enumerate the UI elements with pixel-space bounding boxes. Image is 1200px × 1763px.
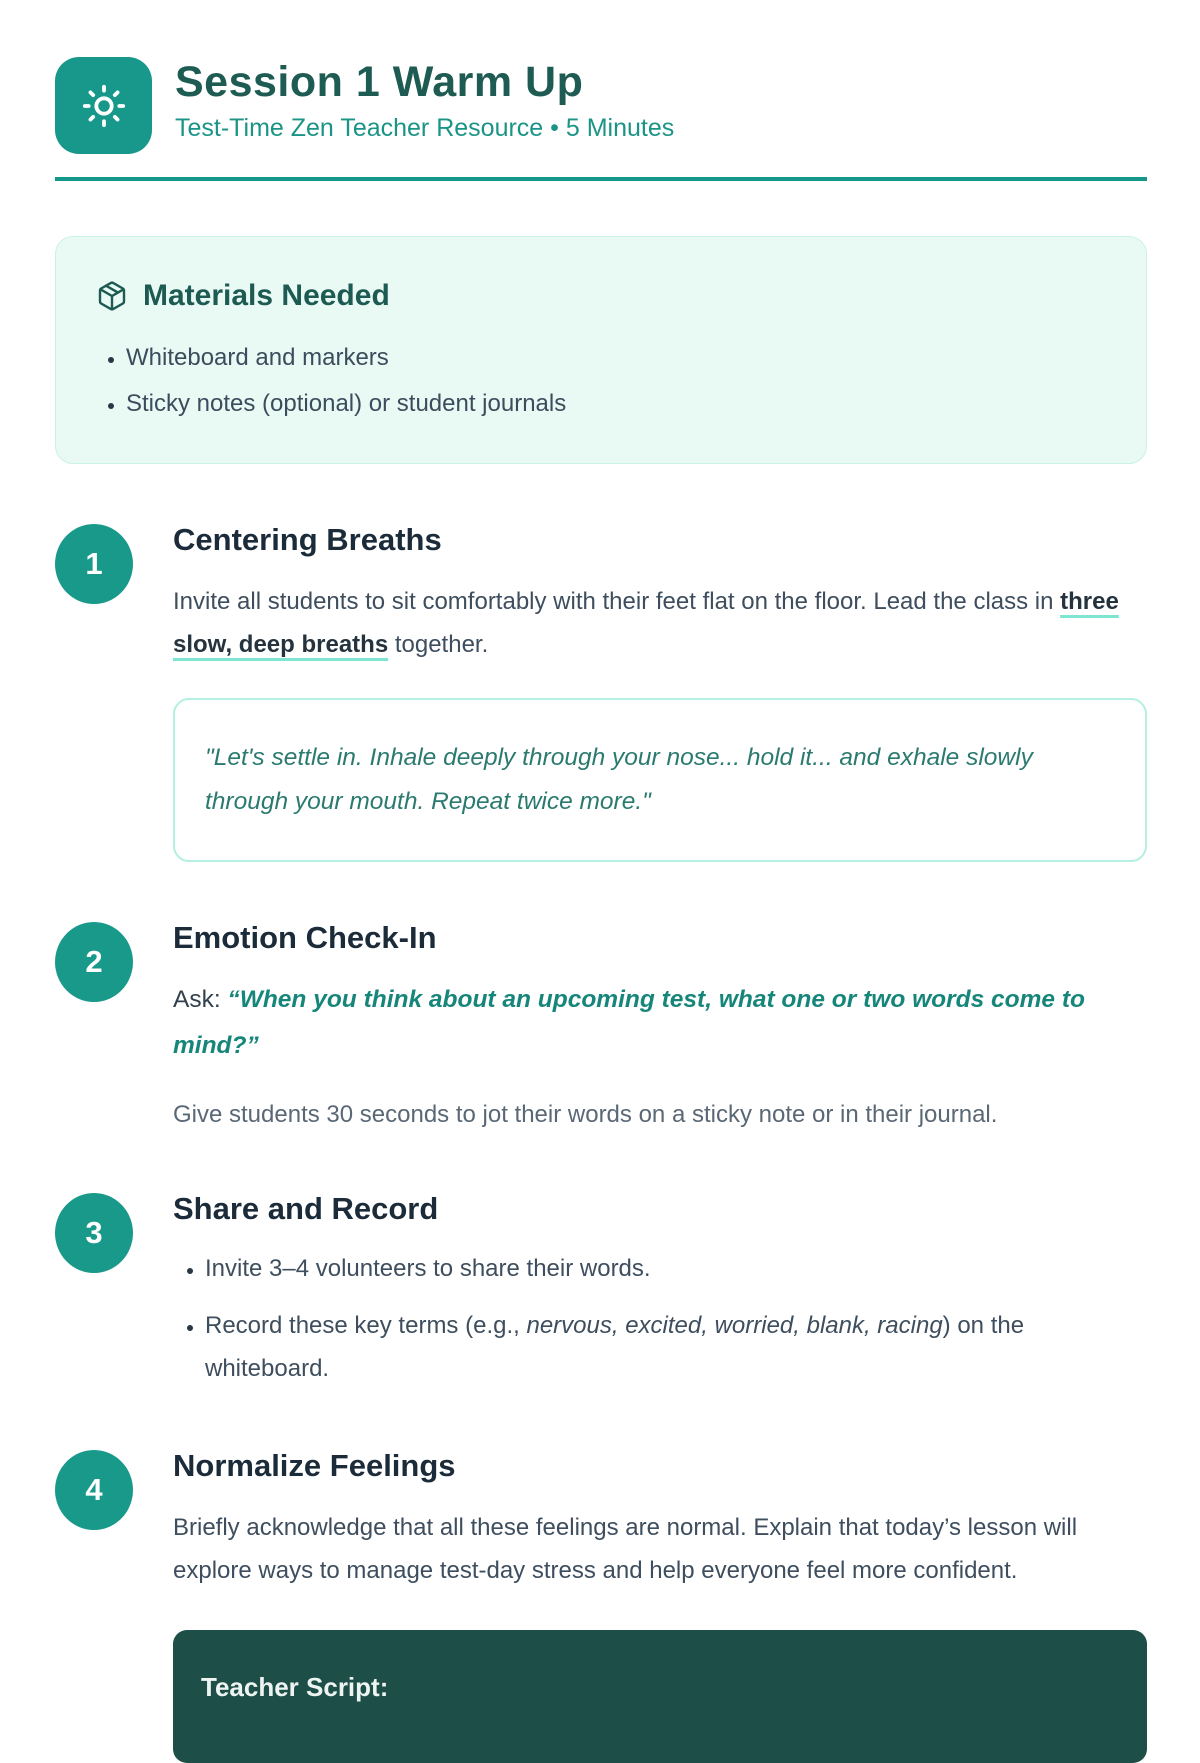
step-3-title: Share and Record <box>173 1191 439 1227</box>
list-item: • Invite 3–4 volunteers to share their words. <box>205 1247 1147 1290</box>
header-divider <box>55 177 1147 181</box>
step-1-content <box>173 522 1147 862</box>
teacher-script-box <box>173 1630 1147 1763</box>
step-3-content <box>173 1191 1147 1390</box>
step-2 <box>55 920 1147 1134</box>
step-4-content <box>173 1448 1147 1763</box>
page-title: Session 1 Warm Up <box>175 58 584 106</box>
step-4-body: Briefly acknowledge that all these feelings are normal. Explain that today’s lesson will explore ways to manage test-day stress and help everyone feel more confident. <box>173 1513 1078 1584</box>
header-text <box>175 57 674 143</box>
step-4 <box>55 1448 1147 1763</box>
bullet-text: ) on the whiteboard. <box>205 1311 1025 1382</box>
materials-list <box>96 343 1106 419</box>
step-2-note: Give students 30 seconds to jot their words on a sticky note or in their journal. <box>173 1101 998 1129</box>
step-4-title: Normalize Feelings <box>173 1447 456 1483</box>
bullet-text: Record these key terms (e.g., <box>205 1311 527 1339</box>
package-icon <box>96 280 128 312</box>
step-2-ask <box>173 977 1147 1069</box>
step-3-list <box>173 1247 1147 1390</box>
step-1 <box>55 522 1147 862</box>
body-text: Invite all students to sit comfortably with their feet flat on the floor. Lead the class in <box>173 587 1061 615</box>
list-item <box>205 1304 1147 1390</box>
step-4-badge: 4 <box>55 1450 133 1530</box>
step-2-badge: 2 <box>55 922 133 1002</box>
step-3 <box>55 1191 1147 1390</box>
quote-text: "Let's settle in. Inhale deeply through your nose... hold it... and exhale slowly through your mouth. Repeat twice more." <box>205 743 1033 815</box>
ask-quote-text: “When you think about an upcoming test, what one or two words come to mind?” <box>173 986 1085 1060</box>
step-2-title: Emotion Check-In <box>173 919 437 955</box>
list-item: • Sticky notes (optional) or student journals <box>126 389 1106 419</box>
example-terms: nervous, excited, worried, blank, racing <box>526 1311 943 1339</box>
step-2-content <box>173 920 1147 1134</box>
list-item: • Whiteboard and markers <box>126 343 1106 373</box>
materials-needed-box <box>55 236 1147 464</box>
page-subtitle: Test-Time Zen Teacher Resource • 5 Minutes <box>175 114 675 143</box>
materials-heading-label: Materials Needed <box>143 279 390 312</box>
body-text: together. <box>388 630 489 658</box>
ask-label: Ask: <box>173 986 228 1014</box>
emphasized-text: three slow, deep breaths <box>173 587 1119 658</box>
sun-icon <box>55 57 152 154</box>
step-1-title: Centering Breaths <box>173 522 442 557</box>
step-1-badge: 1 <box>55 524 133 604</box>
header <box>55 57 1147 154</box>
step-3-badge: 3 <box>55 1193 133 1273</box>
teacher-quote-box <box>173 698 1147 862</box>
step-1-body <box>173 580 1147 666</box>
teacher-script-label: Teacher Script: <box>201 1671 389 1702</box>
materials-heading <box>96 279 1106 313</box>
